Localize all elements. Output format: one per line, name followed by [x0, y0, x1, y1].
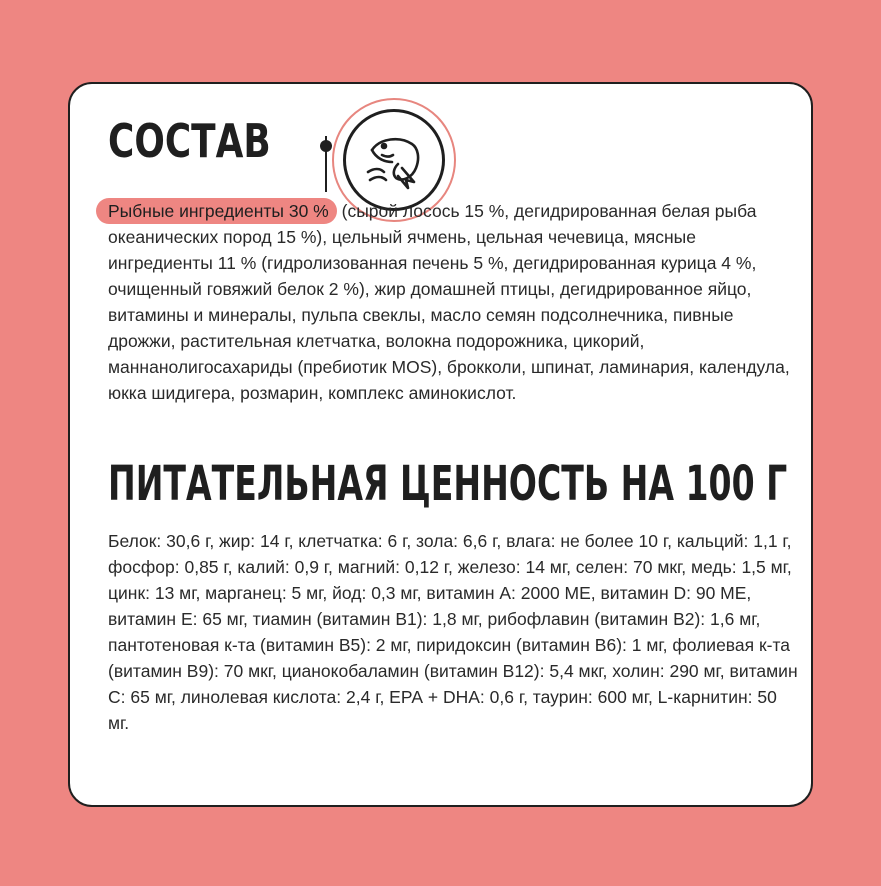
- connector-dot: [320, 140, 332, 152]
- composition-body: (сырой лосось 15 %, дегидрированная белая рыба океанических пород 15 %), цельный ячмень, цельная чечевица, мясные ингредиенты 11 % (гидролизованная печень 5 %, дегидрированная курица 4 %, очищенный говяжий белок 2 %), жир домашней птицы, дегидрированное яйцо, витамины и минералы, пульпа свеклы, масло семян подсолнечника, пивные дрожжи, растительная клетчатка, волокна подорожника, цикорий, маннанолигосахариды (пребиотик MOS), брокколи, шпинат, ламинария, календула, юкка шидигера, розмарин, комплекс аминокислот.: [108, 201, 790, 403]
- composition-text: [108, 198, 798, 406]
- nutrition-text: Белок: 30,6 г, жир: 14 г, клетчатка: 6 г, зола: 6,6 г, влага: не более 10 г, кальций: 1,1 г, фосфор: 0,85 г, калий: 0,9 г, магний: 0,12 г, железо: 14 мг, селен: 70 мкг, медь: 1,5 мг, цинк: 13 мг, марганец: 5 мг, йод: 0,3 мг, витамин А: 2000 МЕ, витамин D: 90 МЕ, витамин Е: 65 мг, тиамин (витамин В1): 1,8 мг, рибофлавин (витамин В2): 1,6 мг, пантотеновая к-та (витамин В5): 2 мг, пиридоксин (витамин В6): 1 мг, фолиевая к-та (витамин В9): 70 мкг, цианокобаламин (витамин В12): 5,4 мкг, холин: 290 мг, витамин С: 65 мг, линолевая кислота: 2,4 г, ЕРА + DHA: 0,6 г, таурин: 600 мг, L-карнитин: 50 мг.: [108, 531, 798, 733]
- composition-title: СОСТАВ: [108, 114, 271, 168]
- nutrition-title: ПИТАТЕЛЬНАЯ ЦЕННОСТЬ НА 100 Г: [108, 456, 788, 512]
- fish-icon: [362, 128, 426, 192]
- highlight-badge: Рыбные ингредиенты 30 %: [96, 198, 337, 224]
